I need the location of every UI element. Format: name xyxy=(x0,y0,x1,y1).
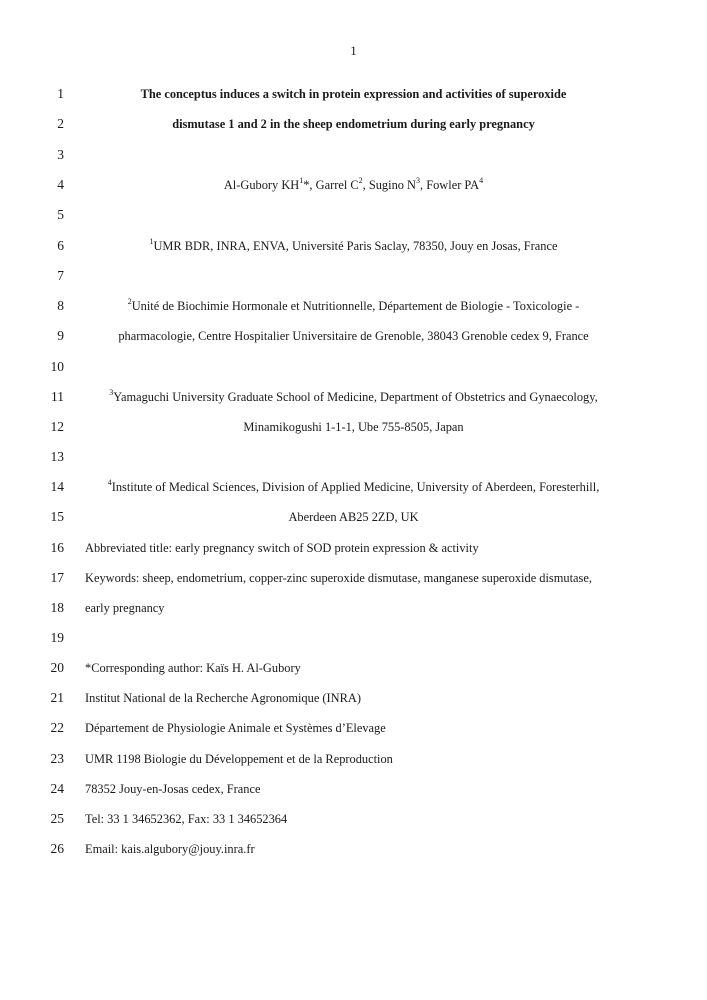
manuscript-line xyxy=(0,597,707,619)
manuscript-line xyxy=(0,657,707,679)
manuscript-line xyxy=(0,295,707,317)
corresponding-author: *Corresponding author: Kaïs H. Al-Gubory xyxy=(85,661,301,675)
line-number: 9 xyxy=(57,328,64,343)
corresponding-address: 78352 Jouy-en-Josas cedex, France xyxy=(85,782,261,796)
affiliation-text: UMR BDR, INRA, ENVA, Université Paris Saclay, 78350, Jouy en Josas, France xyxy=(153,239,558,253)
author-name: Al-Gubory KH xyxy=(223,178,300,192)
manuscript-line xyxy=(0,808,707,830)
line-number: 14 xyxy=(50,479,64,494)
title-line-1: The conceptus induces a switch in protein expression and activities of superoxide xyxy=(140,87,567,101)
affiliation-superscript: 2 xyxy=(127,296,132,306)
author-list xyxy=(85,174,622,196)
manuscript-line xyxy=(0,416,707,438)
line-number: 13 xyxy=(50,449,64,464)
affiliation-superscript: 2 xyxy=(358,175,363,185)
keywords-line-2: early pregnancy xyxy=(85,601,165,615)
corresponding-email: Email: kais.algubory@jouy.inra.fr xyxy=(85,842,255,856)
keywords-line-1: Keywords: sheep, endometrium, copper-zinc superoxide dismutase, manganese superoxide dismutase, xyxy=(85,571,592,585)
line-number: 7 xyxy=(57,268,64,283)
manuscript-line xyxy=(0,537,707,559)
manuscript-line xyxy=(0,838,707,860)
affiliation-superscript: 1 xyxy=(149,236,154,246)
affiliation-superscript: 1 xyxy=(299,175,304,185)
line-number: 25 xyxy=(50,811,64,826)
line-number: 21 xyxy=(50,690,64,705)
manuscript-line xyxy=(0,717,707,739)
line-number: 1 xyxy=(57,86,64,101)
affiliation-2-line-2: pharmacologie, Centre Hospitalier Universitaire de Grenoble, 38043 Grenoble cedex 9, France xyxy=(118,329,589,343)
manuscript-line xyxy=(0,265,707,287)
affiliation-superscript: 3 xyxy=(109,387,114,397)
affiliation-superscript: 4 xyxy=(479,175,484,185)
affiliation-superscript: 4 xyxy=(107,477,112,487)
manuscript-line xyxy=(0,687,707,709)
manuscript-line xyxy=(0,506,707,528)
affiliation-text: Unité de Biochimie Hormonale et Nutritionnelle, Département de Biologie - Toxicologie - xyxy=(131,299,580,313)
manuscript-line xyxy=(0,83,707,105)
affiliation-2-line-1 xyxy=(85,295,622,317)
line-number: 18 xyxy=(50,600,64,615)
line-number: 8 xyxy=(57,298,64,313)
manuscript-line xyxy=(0,356,707,378)
line-number: 11 xyxy=(51,389,64,404)
line-number: 2 xyxy=(57,116,64,131)
manuscript-line xyxy=(0,204,707,226)
author-separator: , xyxy=(362,178,369,192)
manuscript-line xyxy=(0,446,707,468)
corresponding-department: Département de Physiologie Animale et Systèmes d’Elevage xyxy=(85,721,386,735)
title-line-2: dismutase 1 and 2 in the sheep endometrium during early pregnancy xyxy=(172,117,535,131)
line-number: 23 xyxy=(50,751,64,766)
manuscript-line xyxy=(0,235,707,257)
author-name: Fowler PA xyxy=(426,178,480,192)
line-number: 20 xyxy=(50,660,64,675)
manuscript-line xyxy=(0,627,707,649)
manuscript-line xyxy=(0,567,707,589)
affiliation-3-line-2: Minamikogushi 1-1-1, Ube 755-8505, Japan xyxy=(243,420,464,434)
line-number: 17 xyxy=(50,570,64,585)
author-separator: , xyxy=(420,178,427,192)
affiliation-1 xyxy=(85,235,622,257)
abbreviated-title: Abbreviated title: early pregnancy switch of SOD protein expression & activity xyxy=(85,541,479,555)
manuscript-line xyxy=(0,778,707,800)
manuscript-line xyxy=(0,144,707,166)
affiliation-superscript: 3 xyxy=(416,175,421,185)
line-number: 26 xyxy=(50,841,64,856)
line-number: 15 xyxy=(50,509,64,524)
line-number: 5 xyxy=(57,207,64,222)
page-number: 1 xyxy=(350,43,357,58)
line-number: 16 xyxy=(50,540,64,555)
corresponding-mark: *, xyxy=(303,178,316,192)
corresponding-unit: UMR 1198 Biologie du Développement et de la Reproduction xyxy=(85,752,393,766)
manuscript-line xyxy=(0,386,707,408)
line-number: 4 xyxy=(57,177,64,192)
manuscript-line xyxy=(0,325,707,347)
affiliation-text: Yamaguchi University Graduate School of Medicine, Department of Obstetrics and Gynaecology, xyxy=(113,390,598,404)
manuscript-line xyxy=(0,113,707,135)
affiliation-4-line-1 xyxy=(85,476,622,498)
line-number: 24 xyxy=(50,781,64,796)
manuscript-line xyxy=(0,174,707,196)
manuscript-line xyxy=(0,476,707,498)
line-number: 10 xyxy=(50,359,64,374)
line-number: 12 xyxy=(50,419,64,434)
line-number: 3 xyxy=(57,147,64,162)
line-number: 22 xyxy=(50,720,64,735)
author-name: Garrel C xyxy=(315,178,359,192)
author-name: Sugino N xyxy=(368,178,417,192)
corresponding-institute: Institut National de la Recherche Agronomique (INRA) xyxy=(85,691,361,705)
line-number: 6 xyxy=(57,238,64,253)
affiliation-text: Institute of Medical Sciences, Division of Applied Medicine, University of Aberdeen, Foresterhill, xyxy=(111,480,600,494)
manuscript-line xyxy=(0,748,707,770)
affiliation-4-line-2: Aberdeen AB25 2ZD, UK xyxy=(288,510,419,524)
line-number: 19 xyxy=(50,630,64,645)
corresponding-phone-fax: Tel: 33 1 34652362, Fax: 33 1 34652364 xyxy=(85,812,288,826)
affiliation-3-line-1 xyxy=(85,386,622,408)
